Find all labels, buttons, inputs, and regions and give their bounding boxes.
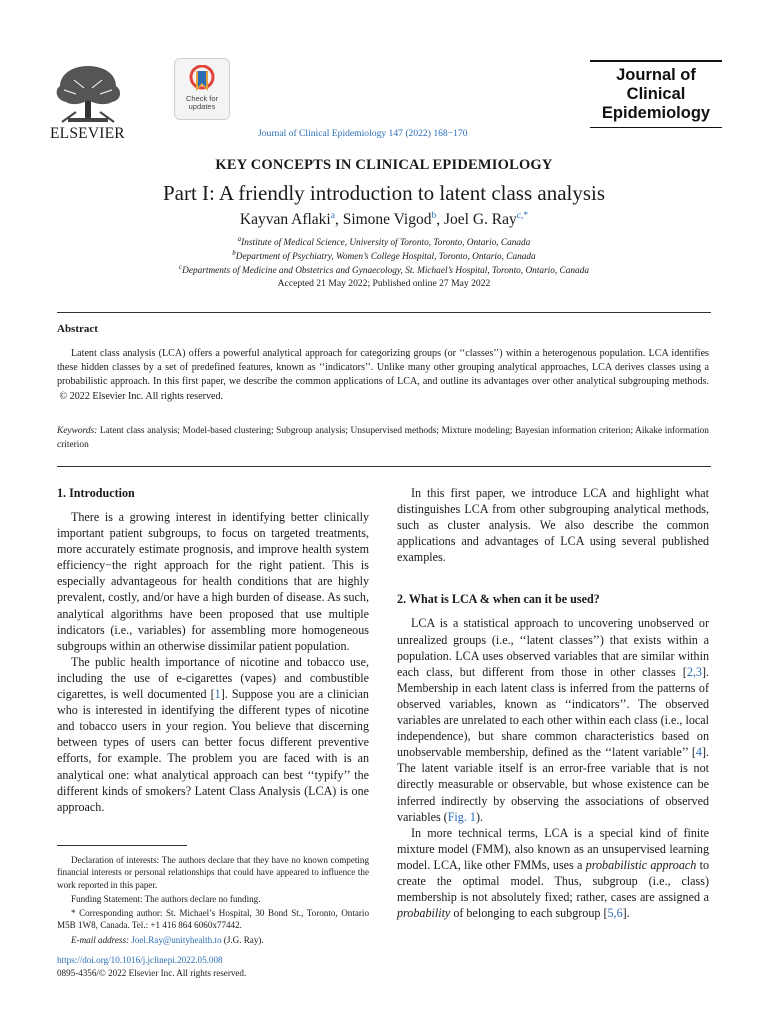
paragraph: In this first paper, we introduce LCA and highlight what distinguishes LCA from other subgrouping analytical methods, such as cluster analysis. We also describe the common applications and advantages of LCA using several published examples. — [397, 486, 709, 565]
citation-link[interactable]: 2,3 — [686, 664, 702, 679]
citation-link[interactable]: 1 — [214, 687, 221, 702]
affiliation — [0, 263, 768, 276]
journal-reference[interactable]: Journal of Clinical Epidemiology 147 (2022) 168−170 — [258, 128, 468, 139]
affiliation-marker: c — [179, 263, 183, 271]
divider — [57, 466, 711, 467]
paragraph-text: of belonging to each subgroup [ — [450, 906, 608, 921]
affiliation — [0, 235, 768, 248]
email-link[interactable]: Joel.Ray@unityhealth.to — [131, 934, 222, 945]
email-suffix: (J.G. Ray). — [221, 934, 264, 945]
author-list — [0, 211, 768, 229]
keywords-text: Latent class analysis; Model-based clustering; Subgroup analysis; Unsupervised methods; Mixture modeling; Bayesian information criterion; Aikake information criterion — [57, 426, 709, 450]
article-title: Part I: A friendly introduction to latent class analysis — [162, 181, 606, 205]
footnote-interests: Declaration of interests: The authors declare that they have no known competing financial interests or personal relationships that could have appeared to influence the work reported in this paper. — [57, 855, 369, 890]
author-affil-link[interactable]: b — [431, 211, 437, 221]
divider — [57, 312, 711, 313]
doi-block — [57, 954, 246, 979]
affiliation-text: Department of Psychiatry, Women’s College Hospital, Toronto, Ontario, Canada — [235, 252, 536, 263]
paragraph-text: to create the optimal model. Thus, subgroup (i.e., class) membership is not absolutely fixed; rather, cases are assigned a — [397, 857, 709, 905]
footnote-funding: Funding Statement: The authors declare no funding. — [71, 893, 261, 904]
author-separator: , — [436, 211, 444, 229]
email-label: E-mail address: — [71, 934, 130, 945]
keywords-label: Keywords: — [57, 426, 98, 436]
journal-logo-line: Epidemiology — [601, 104, 711, 122]
paragraph-text: In more technical terms, LCA is a special kind of finite mixture model (FMM), also known as an unsupervised learning model. LCA, like other FMMs, uses a — [397, 825, 709, 872]
footnote-email — [57, 934, 369, 946]
figure-link[interactable]: Fig. 1 — [447, 809, 476, 824]
journal-logo-line: Clinical — [626, 85, 686, 103]
author-affil-link[interactable]: c,* — [516, 211, 529, 221]
author-affil-link[interactable]: a — [330, 211, 335, 221]
right-column — [397, 485, 709, 921]
series-title: KEY CONCEPTS IN CLINICAL EPIDEMIOLOGY — [215, 157, 553, 173]
author-name: Simone Vigod — [342, 211, 432, 229]
paragraph-text: The public health importance of nicotine and tobacco use, including the use of e-cigarettes (vapes) and combustible cigarettes, is well documented [ — [57, 654, 369, 702]
affiliation-text: Departments of Medicine and Obstetrics and Gynaecology, St. Michael’s Hospital, Toronto, Ontario, Canada — [182, 266, 589, 277]
elsevier-tree-logo — [50, 60, 126, 126]
issn-copyright: 0895-4356/© 2022 Elsevier Inc. All rights reserved. — [57, 967, 247, 978]
emphasis: probabilistic approach — [585, 857, 697, 872]
check-for-updates-button[interactable] — [174, 58, 230, 120]
citation-link[interactable]: 5,6 — [607, 906, 623, 921]
doi-link[interactable]: https://doi.org/10.1016/j.jclinepi.2022.05.008 — [57, 955, 223, 965]
abstract-heading: Abstract — [57, 323, 98, 335]
citation-link[interactable]: 4 — [695, 745, 702, 760]
paragraph — [397, 825, 709, 922]
paragraph: There is a growing interest in identifying better clinically important patient subgroups, to focus on targeted treatments, more accurately estimate prognosis, and improve health system efficiency−the right approach for the right patient. This is especially advantageous for health conditions that are highly prevalent, costly, and/or have a high burden of disease. As such, analytical algorithms have been proposed that use multiple indicators (i.e., variables) for assembling more homogeneous subgroups within an otherwise dissimilar patient population. — [57, 510, 369, 653]
affiliation-text: Institute of Medical Science, University of Toronto, Toronto, Ontario, Canada — [241, 238, 531, 249]
footnotes — [57, 854, 369, 948]
author-name: Kayvan Aflaki — [239, 211, 331, 229]
section-heading-introduction: 1. Introduction — [57, 486, 135, 500]
emphasis: probability — [397, 906, 451, 921]
affiliation-marker: b — [232, 249, 236, 257]
paragraph — [57, 654, 369, 815]
left-column — [57, 485, 369, 815]
journal-logo-bottom-rule — [590, 127, 722, 128]
paragraph-text: ]. Membership in each latent class is inferred from the patterns of observed variables, known as ‘‘indicators’’. The observed variables are unrelated to each other within each class (i.e., local independence), but share common characteristics based on unobservable membership, defined as the ‘‘latent variable’’ [ — [397, 664, 709, 760]
abstract-text: Latent class analysis (LCA) offers a powerful analytical approach for categorizing groups (or ‘‘classes’’) within a heterogenous population. LCA identifies these hidden classes by a set of predefined features, known as ‘‘indicators’’. Unlike many other grouping analytical approaches, LCA derives classes using a probabilistic approach. In this first paper, we describe the common applications of LCA, and outline its advantages over other analytical subgrouping methods. © 2022 Elsevier Inc. All rights reserved. — [57, 348, 709, 402]
section-heading-what-is-lca: 2. What is LCA & when can it be used? — [397, 592, 600, 607]
paragraph — [397, 615, 709, 824]
accepted-date: Accepted 21 May 2022; Published online 27 May 2022 — [277, 278, 491, 289]
bookmark-icon — [189, 65, 215, 93]
paragraph-text: LCA is a statistical approach to uncovering unobserved or unrealized groups (i.e., ‘‘latent classes’’) that exists within a population. LCA uses observed variables that are similar within each class, but different from those in other classes [ — [397, 616, 709, 679]
paragraph-text: ). — [475, 809, 483, 824]
footnote-corresponding: * Corresponding author: St. Michael’s Hospital, 30 Bond St., Toronto, Ontario M5B 1W8, Canada. Tel.: +1 416 864 6060x77442. — [57, 908, 369, 931]
journal-logo-line: Journal of — [616, 66, 696, 84]
check-for-updates-label: Check for updates — [185, 94, 219, 111]
publisher-name: ELSEVIER — [50, 125, 125, 142]
author-separator: , — [334, 211, 343, 229]
affiliation-marker: a — [237, 235, 242, 243]
keywords — [57, 425, 709, 452]
journal-logo-top-rule — [590, 60, 722, 62]
author-name: Joel G. Ray — [443, 211, 517, 229]
paragraph-text: ]. The latent variable itself is an error-free variable that is not directly measurable or observable, but whose existence can be inferred indirectly by observing the associations of observed variables ( — [397, 745, 709, 824]
paragraph-text: ]. — [622, 906, 630, 921]
affiliation — [0, 249, 768, 262]
journal-logo — [596, 66, 716, 123]
paragraph-text: ]. Suppose you are a clinician who is interested in identifying the different types of nicotine and tobacco users in your region. You believe that discerning between types of users can better focus different preventive efforts, for example. The problem you are faced with is an analytical one: what analytical approach can best ‘‘typify’’ the different kinds of smokers? Latent Class Analysis (LCA) is one approach. — [57, 687, 369, 814]
footnote-divider — [57, 845, 187, 846]
